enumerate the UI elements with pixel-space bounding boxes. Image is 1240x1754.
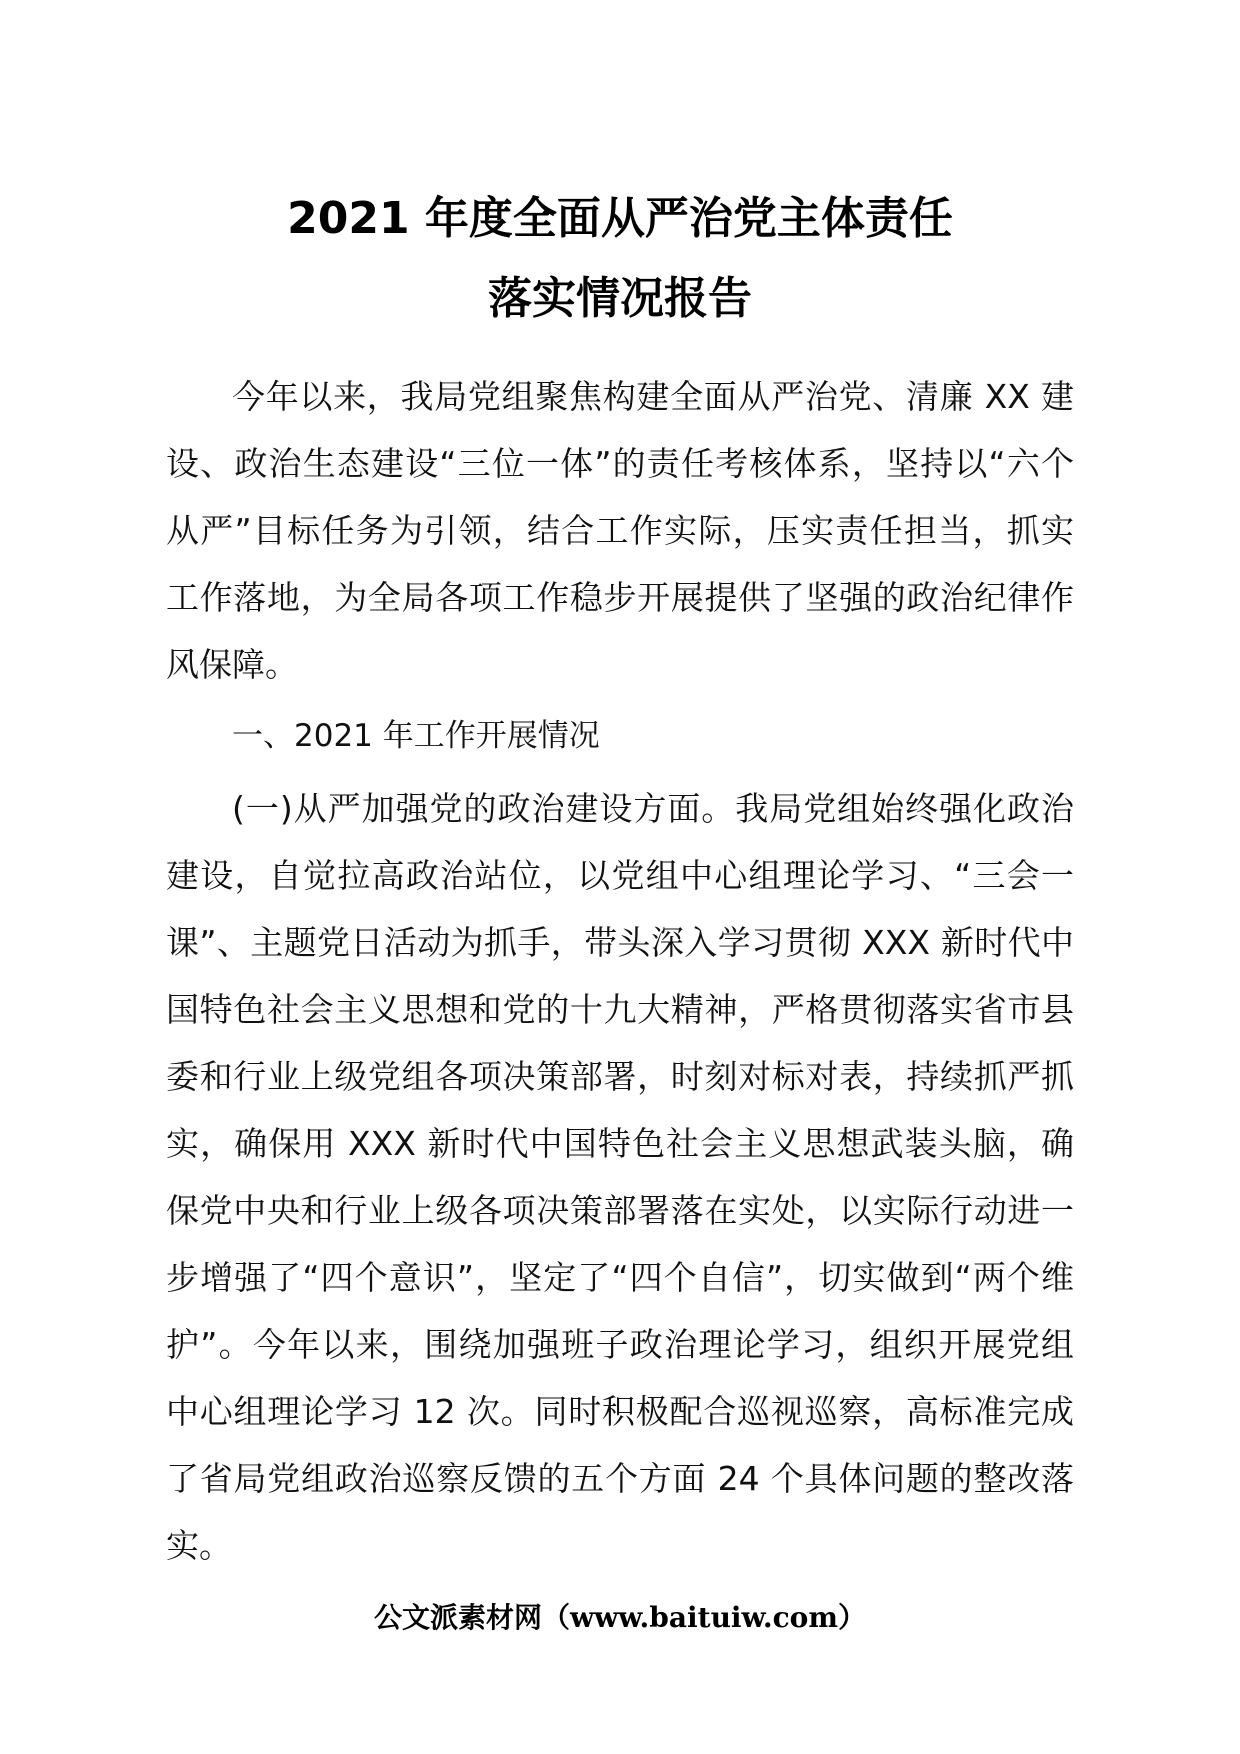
section-heading: 一、2021 年工作开展情况 bbox=[232, 718, 600, 754]
intro-paragraph: 今年以来，我局党组聚焦构建全面从严治党、清廉 XX 建设、政治生态建设“三位一体”的责任考核体系，坚持以“六个从严”目标任务为引领，结合工作实际，压实责任担当，抓实工作落地，为全局各项工作稳步开展提供了坚强的政治纪律作风保障。 bbox=[166, 377, 1074, 684]
document-title-line-1: 2021 年度全面从严治党主体责任 bbox=[287, 193, 953, 244]
footer-watermark: 公文派素材网（www.baituiw.com） bbox=[374, 1601, 866, 1634]
section-1-paragraph: (一)从严加强党的政治建设方面。我局党组始终强化政治建设，自觉拉高政治站位，以党组中心组理论学习、“三会一课”、主题党日活动为抓手，带头深入学习贯彻 XXX 新时代中国特色社会主义思想和党的十九大精神，严格贯彻落实省市县委和行业上级党组各项决策部署，时刻对标对表，持续抓严抓实，确保用 XXX 新时代中国特色社会主义思想武装头脑，确保党中央和行业上级各项决策部署落在实处，以实际行动进一步增强了“四个意识”，坚定了“四个自信”，切实做到“两个维护”。今年以来，围绕加强班子政治理论学习，组织开展党组中心组理论学习 12 次。同时积极配合巡视巡察，高标准完成了省局党组政治巡察反馈的五个方面 24 个具体问题的整改落实。 bbox=[166, 789, 1074, 1565]
document-title-line-2: 落实情况报告 bbox=[488, 273, 752, 324]
